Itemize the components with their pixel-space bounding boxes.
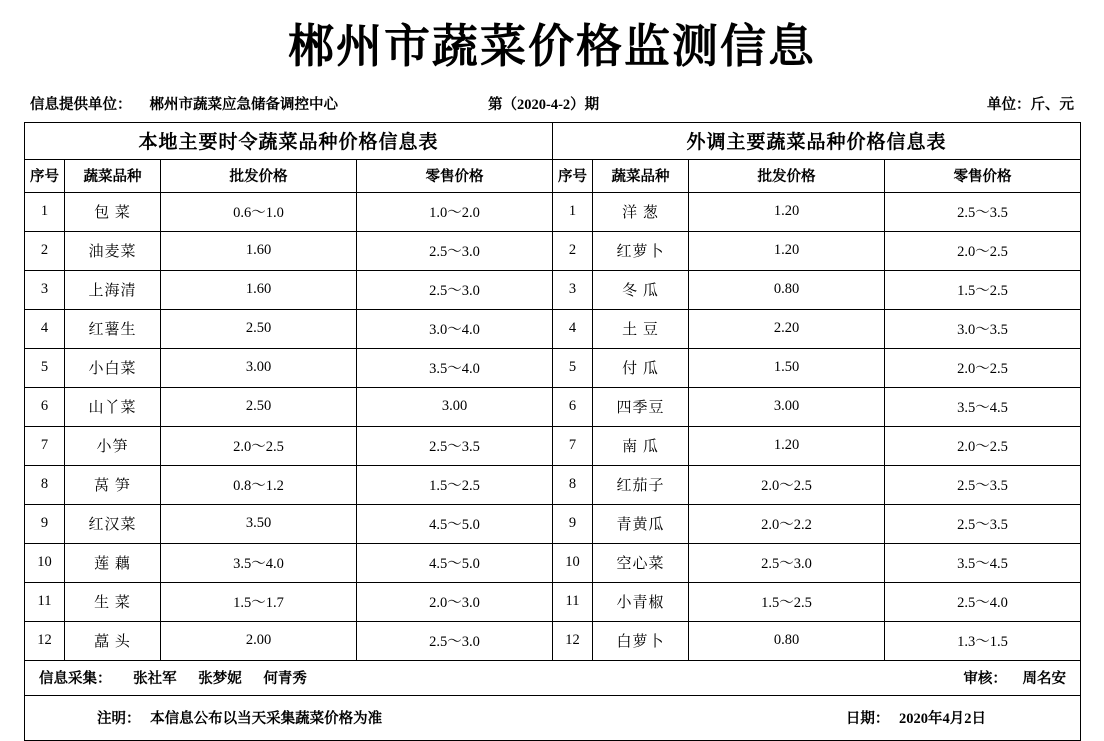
column-header-row bbox=[25, 159, 1081, 192]
imported-row-retail: 3.0～3.5 bbox=[885, 309, 1081, 348]
imported-row-retail: 2.5～3.5 bbox=[885, 465, 1081, 504]
local-row-wholesale: 0.8～1.2 bbox=[161, 465, 357, 504]
imported-row-index: 11 bbox=[553, 582, 593, 621]
local-row-retail: 4.5～5.0 bbox=[357, 543, 553, 582]
imported-col-name: 蔬菜品种 bbox=[593, 159, 689, 192]
imported-row-retail: 2.5～3.5 bbox=[885, 504, 1081, 543]
table-row bbox=[25, 387, 1081, 426]
local-row-wholesale: 1.60 bbox=[161, 231, 357, 270]
local-row-retail: 4.5～5.0 bbox=[357, 504, 553, 543]
imported-row-index: 12 bbox=[553, 621, 593, 660]
imported-col-wholesale: 批发价格 bbox=[689, 159, 885, 192]
local-row-name: 山丫菜 bbox=[65, 387, 161, 426]
note-date-cell bbox=[25, 695, 1081, 740]
imported-row-index: 4 bbox=[553, 309, 593, 348]
imported-row-retail: 2.5～4.0 bbox=[885, 582, 1081, 621]
provider-value: 郴州市蔬菜应急储备调控中心 bbox=[149, 96, 338, 113]
local-row-name: 藠 头 bbox=[65, 621, 161, 660]
local-row-name: 小白菜 bbox=[65, 348, 161, 387]
local-row-retail: 1.0～2.0 bbox=[357, 192, 553, 231]
local-row-retail: 2.5～3.5 bbox=[357, 426, 553, 465]
local-row-name: 莲 藕 bbox=[65, 543, 161, 582]
local-row-wholesale: 2.50 bbox=[161, 309, 357, 348]
table-row bbox=[25, 231, 1081, 270]
table-row bbox=[25, 270, 1081, 309]
imported-row-index: 8 bbox=[553, 465, 593, 504]
local-row-name: 小笋 bbox=[65, 426, 161, 465]
local-col-index: 序号 bbox=[25, 159, 65, 192]
local-row-wholesale: 1.5～1.7 bbox=[161, 582, 357, 621]
imported-row-index: 9 bbox=[553, 504, 593, 543]
table-row bbox=[25, 504, 1081, 543]
section-heading-row bbox=[25, 122, 1081, 159]
imported-row-wholesale: 2.0～2.5 bbox=[689, 465, 885, 504]
imported-row-retail: 1.3～1.5 bbox=[885, 621, 1081, 660]
local-row-index: 11 bbox=[25, 582, 65, 621]
imported-row-retail: 2.0～2.5 bbox=[885, 231, 1081, 270]
note-text: 本信息公布以当天采集蔬菜价格为准 bbox=[150, 711, 383, 728]
local-row-index: 12 bbox=[25, 621, 65, 660]
imported-row-name: 四季豆 bbox=[593, 387, 689, 426]
table-row bbox=[25, 621, 1081, 660]
imported-row-name: 冬 瓜 bbox=[593, 270, 689, 309]
collect-label: 信息采集： bbox=[39, 671, 112, 688]
imported-table-heading: 外调主要蔬菜品种价格信息表 bbox=[553, 122, 1081, 159]
local-row-retail: 1.5～2.5 bbox=[357, 465, 553, 504]
imported-row-wholesale: 0.80 bbox=[689, 621, 885, 660]
imported-row-name: 白萝卜 bbox=[593, 621, 689, 660]
local-row-retail: 2.5～3.0 bbox=[357, 270, 553, 309]
imported-row-index: 7 bbox=[553, 426, 593, 465]
imported-col-retail: 零售价格 bbox=[885, 159, 1081, 192]
imported-row-wholesale: 2.0～2.2 bbox=[689, 504, 885, 543]
imported-row-wholesale: 1.20 bbox=[689, 231, 885, 270]
local-row-name: 油麦菜 bbox=[65, 231, 161, 270]
imported-row-wholesale: 1.20 bbox=[689, 426, 885, 465]
collector-2: 张梦妮 bbox=[198, 671, 242, 688]
imported-row-wholesale: 3.00 bbox=[689, 387, 885, 426]
imported-row-index: 6 bbox=[553, 387, 593, 426]
local-row-index: 10 bbox=[25, 543, 65, 582]
local-col-name: 蔬菜品种 bbox=[65, 159, 161, 192]
local-row-name: 莴 笋 bbox=[65, 465, 161, 504]
collect-review-cell bbox=[25, 660, 1081, 695]
local-row-retail: 2.5～3.0 bbox=[357, 621, 553, 660]
imported-col-index: 序号 bbox=[553, 159, 593, 192]
local-row-wholesale: 2.00 bbox=[161, 621, 357, 660]
table-row bbox=[25, 192, 1081, 231]
imported-row-retail: 2.5～3.5 bbox=[885, 192, 1081, 231]
local-row-name: 生 菜 bbox=[65, 582, 161, 621]
table-row bbox=[25, 426, 1081, 465]
local-table-heading: 本地主要时令蔬菜品种价格信息表 bbox=[25, 122, 553, 159]
local-row-name: 红薯生 bbox=[65, 309, 161, 348]
period-label: 第（2020-4-2）期 bbox=[488, 96, 600, 113]
imported-row-name: 南 瓜 bbox=[593, 426, 689, 465]
date-label: 日期： bbox=[845, 711, 890, 728]
review-label: 审核： bbox=[963, 671, 1007, 688]
imported-row-retail: 3.5～4.5 bbox=[885, 543, 1081, 582]
local-col-retail: 零售价格 bbox=[357, 159, 553, 192]
local-row-wholesale: 3.5～4.0 bbox=[161, 543, 357, 582]
local-row-wholesale: 3.00 bbox=[161, 348, 357, 387]
imported-row-index: 3 bbox=[553, 270, 593, 309]
collector-1: 张社军 bbox=[133, 671, 177, 688]
table-row bbox=[25, 465, 1081, 504]
local-row-index: 5 bbox=[25, 348, 65, 387]
imported-row-retail: 2.0～2.5 bbox=[885, 426, 1081, 465]
local-row-wholesale: 1.60 bbox=[161, 270, 357, 309]
local-row-index: 1 bbox=[25, 192, 65, 231]
note-label: 注明： bbox=[97, 711, 141, 728]
note-date-row bbox=[25, 695, 1081, 740]
imported-row-name: 洋 葱 bbox=[593, 192, 689, 231]
imported-row-name: 红茄子 bbox=[593, 465, 689, 504]
page-title: 郴州市蔬菜价格监测信息 bbox=[288, 21, 816, 72]
local-row-retail: 2.0～3.0 bbox=[357, 582, 553, 621]
local-row-retail: 3.0～4.0 bbox=[357, 309, 553, 348]
local-row-index: 8 bbox=[25, 465, 65, 504]
local-row-retail: 3.5～4.0 bbox=[357, 348, 553, 387]
table-row bbox=[25, 543, 1081, 582]
collect-review-row bbox=[25, 660, 1081, 695]
imported-row-retail: 2.0～2.5 bbox=[885, 348, 1081, 387]
local-row-retail: 3.00 bbox=[357, 387, 553, 426]
local-row-index: 7 bbox=[25, 426, 65, 465]
imported-row-name: 付 瓜 bbox=[593, 348, 689, 387]
imported-row-wholesale: 1.5～2.5 bbox=[689, 582, 885, 621]
local-row-name: 包 菜 bbox=[65, 192, 161, 231]
imported-row-index: 2 bbox=[553, 231, 593, 270]
imported-row-index: 10 bbox=[553, 543, 593, 582]
local-row-index: 3 bbox=[25, 270, 65, 309]
imported-row-wholesale: 2.5～3.0 bbox=[689, 543, 885, 582]
local-row-index: 4 bbox=[25, 309, 65, 348]
local-row-retail: 2.5～3.0 bbox=[357, 231, 553, 270]
table-row bbox=[25, 309, 1081, 348]
imported-row-name: 红萝卜 bbox=[593, 231, 689, 270]
local-row-wholesale: 2.0～2.5 bbox=[161, 426, 357, 465]
reviewer-name: 周名安 bbox=[1022, 671, 1067, 688]
local-row-index: 6 bbox=[25, 387, 65, 426]
imported-row-wholesale: 2.20 bbox=[689, 309, 885, 348]
collector-3: 何青秀 bbox=[263, 671, 307, 688]
price-tables bbox=[24, 122, 1081, 741]
local-row-wholesale: 0.6～1.0 bbox=[161, 192, 357, 231]
table-row bbox=[25, 348, 1081, 387]
local-row-wholesale: 3.50 bbox=[161, 504, 357, 543]
table-row bbox=[25, 582, 1081, 621]
local-row-name: 上海清 bbox=[65, 270, 161, 309]
local-row-name: 红汉菜 bbox=[65, 504, 161, 543]
imported-row-wholesale: 1.20 bbox=[689, 192, 885, 231]
imported-row-index: 5 bbox=[553, 348, 593, 387]
imported-row-retail: 1.5～2.5 bbox=[885, 270, 1081, 309]
local-row-index: 2 bbox=[25, 231, 65, 270]
imported-row-name: 青黄瓜 bbox=[593, 504, 689, 543]
imported-row-wholesale: 1.50 bbox=[689, 348, 885, 387]
date-value: 2020年4月2日 bbox=[899, 711, 987, 728]
imported-row-name: 土 豆 bbox=[593, 309, 689, 348]
meta-row bbox=[24, 83, 1080, 122]
provider-label: 信息提供单位： bbox=[30, 96, 132, 113]
imported-row-index: 1 bbox=[553, 192, 593, 231]
imported-row-name: 空心菜 bbox=[593, 543, 689, 582]
local-row-wholesale: 2.50 bbox=[161, 387, 357, 426]
local-row-index: 9 bbox=[25, 504, 65, 543]
local-col-wholesale: 批发价格 bbox=[161, 159, 357, 192]
imported-row-name: 小青椒 bbox=[593, 582, 689, 621]
unit-label: 单位：斤、元 bbox=[987, 96, 1074, 113]
imported-row-wholesale: 0.80 bbox=[689, 270, 885, 309]
imported-row-retail: 3.5～4.5 bbox=[885, 387, 1081, 426]
